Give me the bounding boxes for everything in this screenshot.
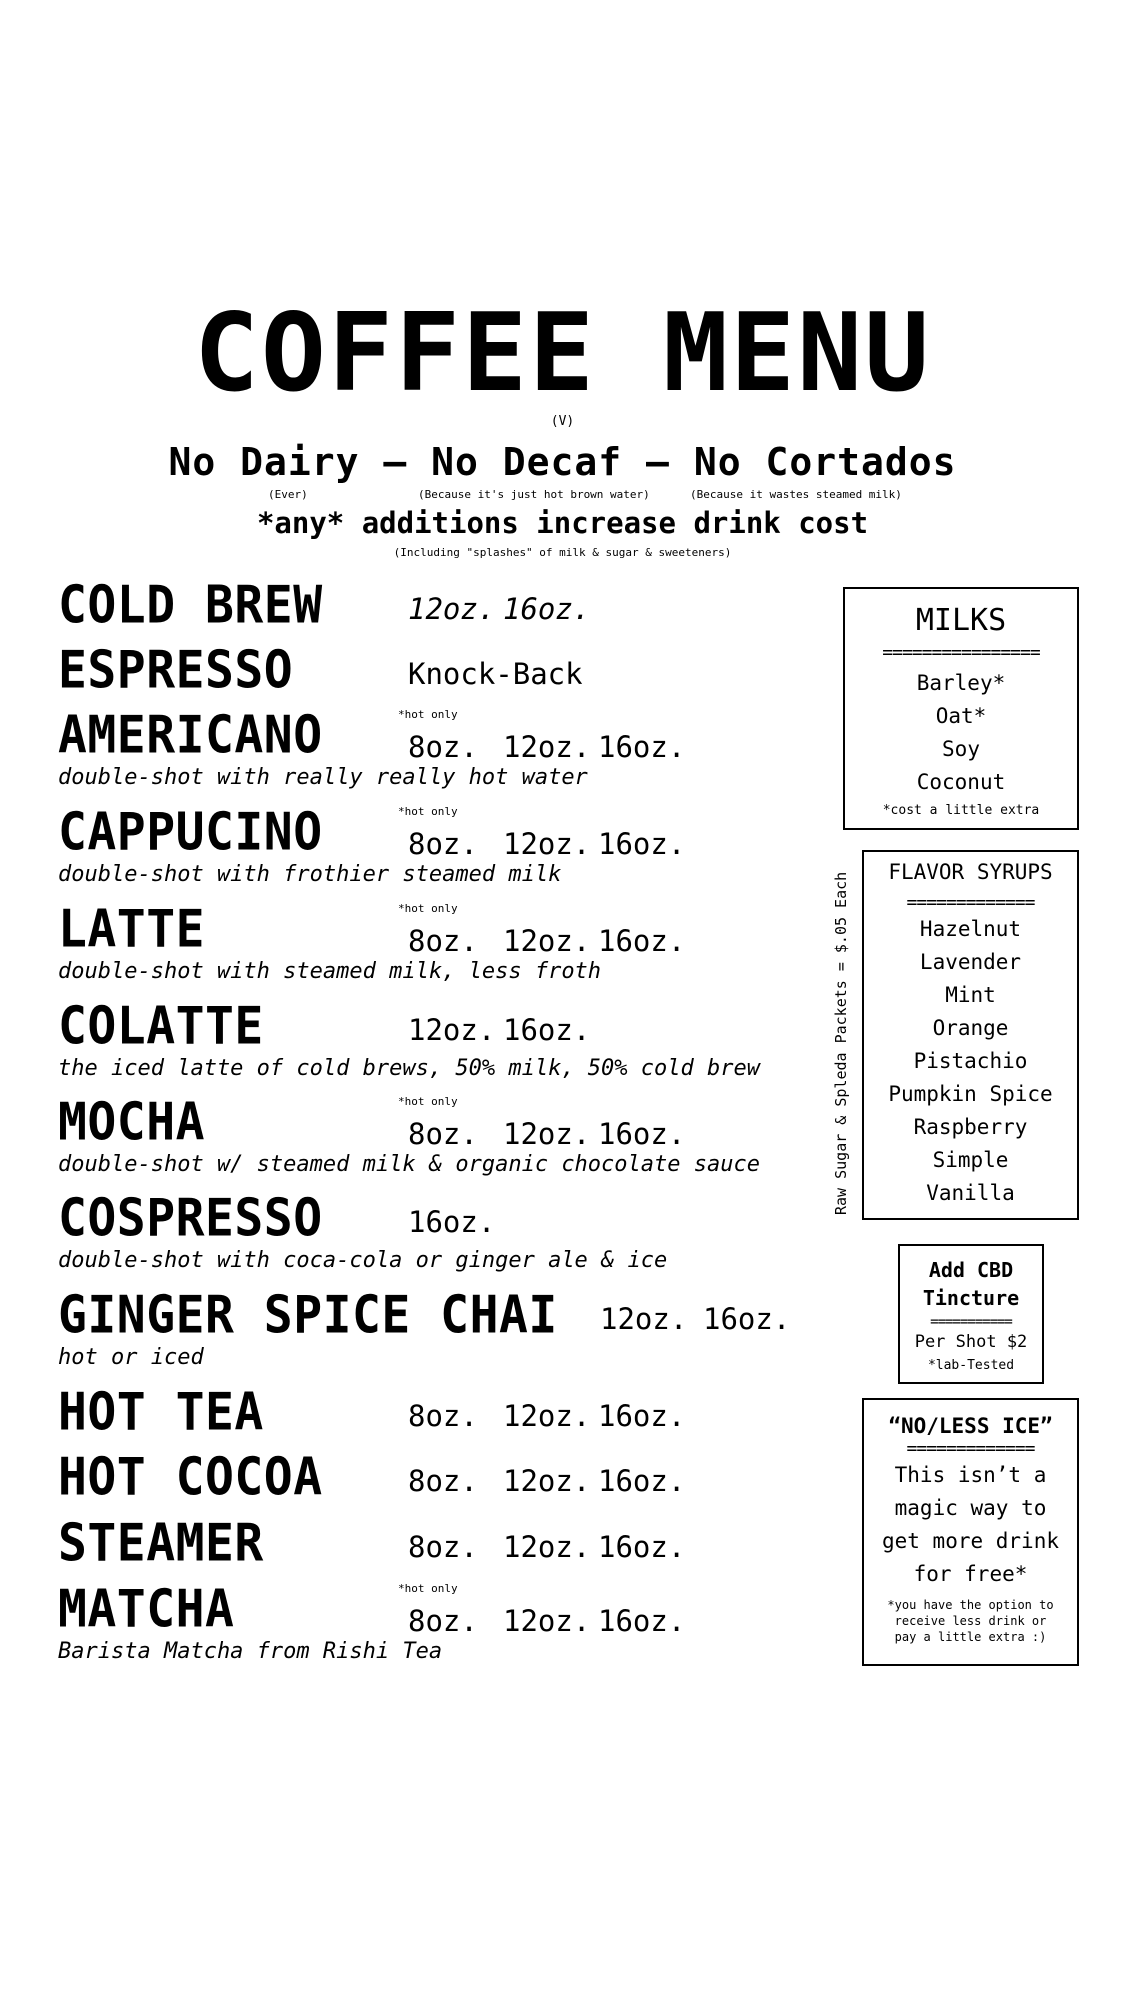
size-option: 8oz. — [408, 1464, 478, 1498]
size-option: 12oz. — [408, 1013, 496, 1047]
syrup-item: Orange — [932, 1016, 1009, 1040]
cbd-box — [898, 1244, 1044, 1384]
sugar-packets-note: Raw Sugar & Spleda Packets = $.05 Each — [832, 871, 850, 1215]
menu-item-name: LATTE — [58, 898, 205, 960]
syrups-list — [864, 913, 1077, 1210]
no-less-ice-box — [862, 1398, 1079, 1666]
syrups-title: FLAVOR SYRUPS — [888, 860, 1053, 884]
menu-item-description: double-shot with frothier steamed milk — [58, 862, 562, 887]
ice-divider: ============= — [906, 1438, 1035, 1459]
menu-item-description: double-shot with steamed milk, less froth — [58, 959, 602, 984]
cbd-note: *lab-Tested — [927, 1358, 1015, 1373]
ice-line: This isn’t a — [894, 1463, 1047, 1487]
size-option: 16oz. — [598, 1117, 686, 1151]
page-title: COFFEE MENU — [193, 291, 932, 416]
size-option: 8oz. — [408, 1399, 478, 1433]
rule-note-dairy: (Ever) — [268, 488, 308, 501]
cbd-title-line: Tincture — [922, 1286, 1020, 1310]
milks-box — [843, 587, 1079, 830]
size-option: 12oz. — [600, 1302, 688, 1336]
rule-note-decaf: (Because it's just hot brown water) — [418, 488, 650, 501]
size-option: 16oz. — [408, 1205, 496, 1239]
size-option: 16oz. — [598, 924, 686, 958]
milk-item: Soy — [942, 737, 980, 761]
menu-item-name: COLATTE — [58, 995, 264, 1057]
ice-title: “NO/LESS ICE” — [888, 1414, 1053, 1438]
syrup-item: Simple — [932, 1148, 1009, 1172]
additions-note: (Including "splashes" of milk & sugar & sweeteners) — [393, 546, 732, 559]
size-option: 16oz. — [598, 827, 686, 861]
size-option: 8oz. — [408, 730, 478, 764]
vegan-note: (V) — [550, 414, 575, 429]
cbd-price: Per Shot $2 — [914, 1332, 1028, 1352]
hot-only-note: *hot only — [398, 1582, 458, 1595]
menu-item-name: COLD BREW — [58, 574, 323, 636]
size-option: 12oz. — [503, 1530, 591, 1564]
size-option: 8oz. — [408, 924, 478, 958]
ice-line: magic way to — [894, 1496, 1047, 1520]
menu-item-description: double-shot w/ steamed milk & organic chocolate sauce — [58, 1152, 760, 1177]
ice-note-line: pay a little extra :) — [894, 1630, 1047, 1644]
size-option: 12oz. — [503, 827, 591, 861]
hot-only-note: *hot only — [398, 902, 458, 915]
size-option: 16oz. — [598, 1399, 686, 1433]
hot-only-note: *hot only — [398, 805, 458, 818]
size-option: 12oz. — [503, 1604, 591, 1638]
hot-only-note: *hot only — [398, 1095, 458, 1108]
ice-line: for free* — [913, 1562, 1028, 1586]
milks-title: MILKS — [915, 603, 1007, 638]
menu-item-description: hot or iced — [58, 1345, 204, 1370]
milks-divider: ================ — [882, 642, 1040, 663]
syrups-divider: ============= — [906, 892, 1035, 913]
syrup-item: Raspberry — [913, 1115, 1028, 1139]
menu-item-name: ESPRESSO — [58, 639, 294, 701]
menu-item-name: HOT TEA — [58, 1381, 264, 1443]
syrup-item: Lavender — [919, 950, 1022, 974]
ice-note-line: *you have the option to — [887, 1598, 1054, 1612]
milks-note: *cost a little extra — [882, 803, 1040, 818]
ice-note — [864, 1597, 1077, 1645]
size-option: 12oz. — [503, 924, 591, 958]
additions-line: *any* additions increase drink cost — [256, 506, 869, 540]
menu-item-description: double-shot with really really hot water — [58, 765, 588, 790]
cbd-title-line: Add CBD — [928, 1258, 1014, 1282]
hot-only-note: *hot only — [398, 708, 458, 721]
size-option: 8oz. — [408, 827, 478, 861]
menu-item-name: COSPRESSO — [58, 1187, 323, 1249]
size-option: 12oz. — [503, 1399, 591, 1433]
menu-item-description: double-shot with coca-cola or ginger ale & ice — [58, 1248, 668, 1273]
cbd-title — [900, 1256, 1042, 1312]
menu-item-name: AMERICANO — [58, 704, 323, 766]
menu-item-name: CAPPUCINO — [58, 801, 323, 863]
size-option: 8oz. — [408, 1530, 478, 1564]
menu-item-name: GINGER SPICE CHAI — [58, 1284, 558, 1346]
size-option: 12oz. — [503, 730, 591, 764]
size-option: Knock-Back — [408, 657, 583, 691]
size-option: 16oz. — [598, 730, 686, 764]
flavor-syrups-box — [862, 850, 1079, 1220]
syrup-item: Pumpkin Spice — [888, 1082, 1053, 1106]
size-option: 16oz. — [598, 1604, 686, 1638]
size-option: 16oz. — [503, 592, 591, 626]
cbd-divider: =========== — [930, 1314, 1012, 1330]
size-option: 8oz. — [408, 1117, 478, 1151]
size-option: 16oz. — [503, 1013, 591, 1047]
size-option: 16oz. — [598, 1464, 686, 1498]
menu-item-description: the iced latte of cold brews, 50% milk, 50% cold brew — [58, 1056, 760, 1081]
size-option: 16oz. — [598, 1530, 686, 1564]
syrup-item: Hazelnut — [919, 917, 1022, 941]
syrup-item: Mint — [945, 983, 996, 1007]
menu-item-name: MATCHA — [58, 1578, 235, 1640]
menu-item-name: STEAMER — [58, 1512, 264, 1574]
ice-lines — [864, 1459, 1077, 1591]
size-option: 12oz. — [503, 1464, 591, 1498]
rule-note-cortados: (Because it wastes steamed milk) — [690, 488, 902, 501]
ice-line: get more drink — [881, 1529, 1059, 1553]
size-option: 8oz. — [408, 1604, 478, 1638]
menu-item-name: MOCHA — [58, 1091, 205, 1153]
menu-item-description: Barista Matcha from Rishi Tea — [58, 1639, 443, 1664]
size-option: 12oz. — [503, 1117, 591, 1151]
rules-line: No Dairy — No Decaf — No Cortados — [168, 440, 957, 484]
size-option: 16oz. — [703, 1302, 791, 1336]
ice-note-line: receive less drink or — [894, 1614, 1047, 1628]
size-option: 12oz. — [408, 592, 496, 626]
milk-item: Coconut — [916, 770, 1006, 794]
syrup-item: Pistachio — [913, 1049, 1028, 1073]
milk-item: Oat* — [935, 704, 987, 728]
menu-item-name: HOT COCOA — [58, 1446, 323, 1508]
syrup-item: Vanilla — [926, 1181, 1015, 1205]
milks-list — [845, 667, 1077, 799]
milk-item: Barley* — [916, 671, 1006, 695]
